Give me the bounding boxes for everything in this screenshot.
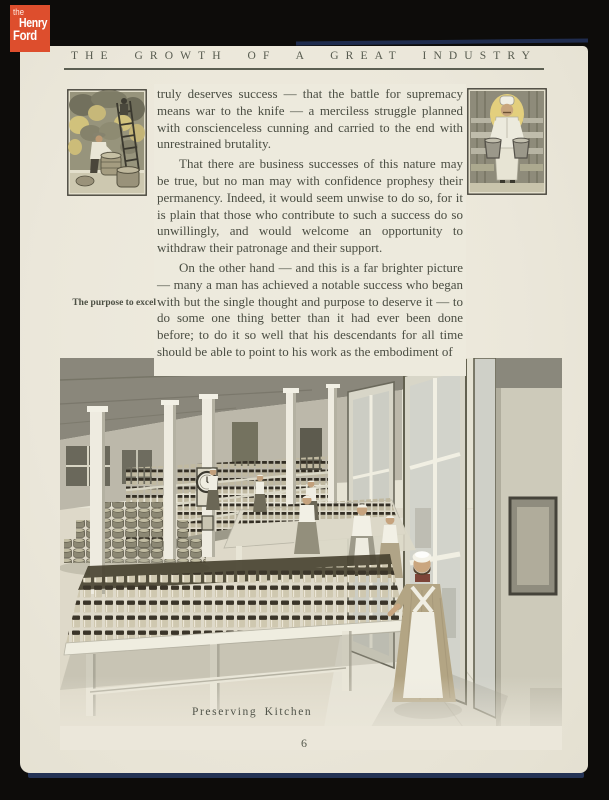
logo-ford: Ford (13, 28, 37, 43)
apple-picking-illustration (67, 89, 147, 196)
running-header: THE GROWTH OF A GREAT INDUSTRY (64, 50, 544, 70)
body-text (154, 84, 466, 376)
apple-picking-art (67, 89, 147, 196)
margin-note: The purpose to excel (72, 298, 156, 308)
paragraph-2: That there are business successes of this nature may be true, but no man may with confidence prophesy their permanency. Indeed, it would seem unwise to do so, for it is plain that those who contribute to such a success do so unwillingly, and would welcome an opportunity to withdraw their patronage and their support. (157, 156, 463, 256)
man-on-ladder (120, 98, 128, 115)
paragraph-3: On the other hand — and this is a far brighter picture — many a man has achieved a notable success who began with but the single thought and purpose to deserve it — to do some one thing better than it had ever been done before; to do it so well that his descendants for all time should be able to point to his work as the embodiment of (157, 259, 463, 359)
book-page (20, 46, 588, 773)
book-cover-edge-top (296, 38, 588, 45)
chef-art (467, 88, 547, 195)
henry-ford-logo (10, 5, 50, 52)
logo-the: the (13, 7, 25, 18)
preserving-kitchen-art (60, 358, 562, 750)
logo-henry: Henry (19, 16, 48, 30)
page-number: 6 (301, 736, 307, 750)
chef-illustration (467, 88, 547, 195)
preserving-kitchen-illustration (60, 358, 562, 750)
illustration-caption: Preserving Kitchen (192, 706, 313, 718)
paragraph-1: truly deserves success — that the battle for supremacy means war to the knife — a merciless struggle planned with conscienceless cunning and carried to the end with unrestrained brutality. (157, 86, 463, 152)
